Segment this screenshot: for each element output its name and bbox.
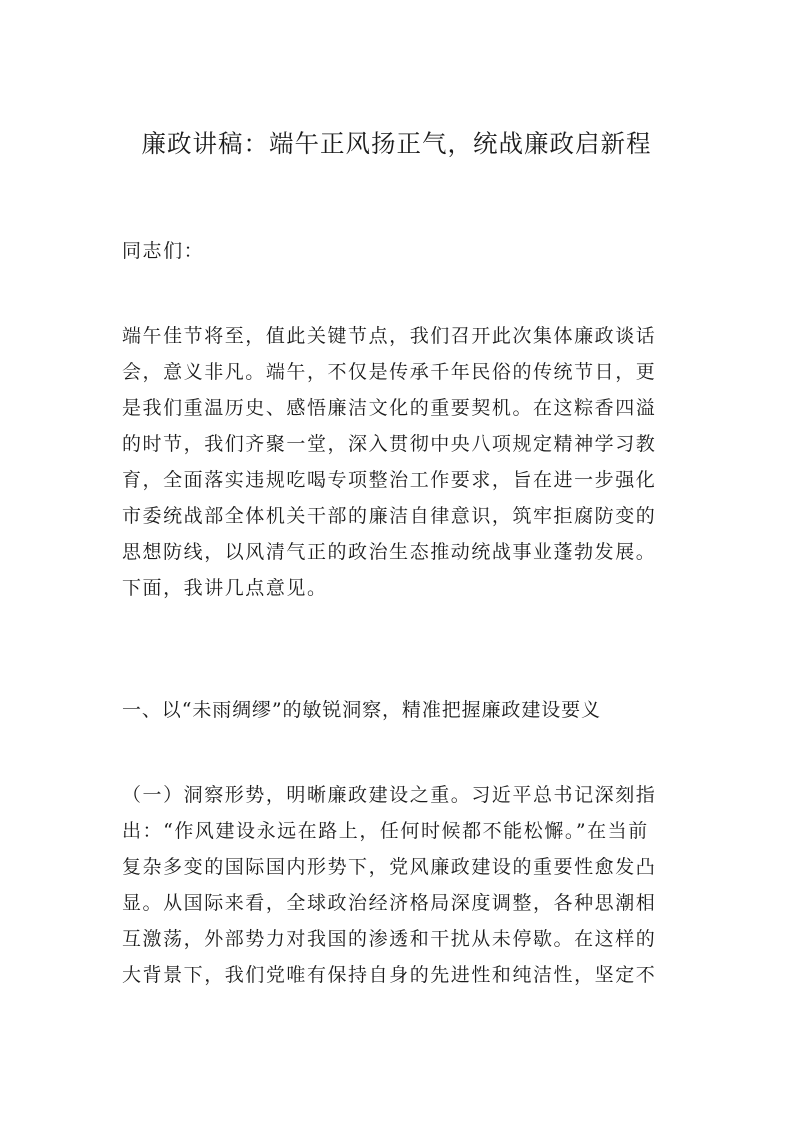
paragraph-line: 会，意义非凡。端午，不仅是传承千年民俗的传统节日，更 <box>122 361 657 383</box>
paragraph-line: 出：“作风建设永远在路上，任何时候都不能松懈。”在当前 <box>122 820 649 842</box>
paragraph-line: 育，全面落实违规吃喝专项整治工作要求，旨在进一步强化 <box>122 469 657 491</box>
paragraph-section1 <box>122 777 682 993</box>
paragraph-line: （一）洞察形势，明晰廉政建设之重。习近平总书记深刻指 <box>122 784 657 806</box>
paragraph-line: 显。从国际来看，全球政治经济格局深度调整，各种思潮相 <box>122 892 657 914</box>
paragraph-line: 是我们重温历史、感悟廉洁文化的重要契机。在这粽香四溢 <box>122 397 657 419</box>
paragraph-line: 互激荡，外部势力对我国的渗透和干扰从未停歇。在这样的 <box>122 928 657 950</box>
paragraph-line: 复杂多变的国际国内形势下，党风廉政建设的重要性愈发凸 <box>122 856 657 878</box>
document-title: 廉政讲稿：端午正风扬正气，统战廉政启新程 <box>141 129 652 158</box>
paragraph-line: 的时节，我们齐聚一堂，深入贯彻中央八项规定精神学习教 <box>122 433 657 455</box>
section-heading: 一、以“未雨绸缪”的敏锐洞察，精准把握廉政建设要义 <box>122 699 601 721</box>
greeting: 同志们： <box>122 240 205 262</box>
paragraph-line: 端午佳节将至，值此关键节点，我们召开此次集体廉政谈话 <box>122 325 657 347</box>
paragraph-intro <box>122 318 682 606</box>
paragraph-line: 思想防线，以风清气正的政治生态推动统战事业蓬勃发展。 <box>122 541 657 563</box>
paragraph-line: 大背景下，我们党唯有保持自身的先进性和纯洁性，坚定不 <box>122 964 657 986</box>
paragraph-line: 下面，我讲几点意见。 <box>122 577 328 599</box>
paragraph-line: 市委统战部全体机关干部的廉洁自律意识，筑牢拒腐防变的 <box>122 505 657 527</box>
